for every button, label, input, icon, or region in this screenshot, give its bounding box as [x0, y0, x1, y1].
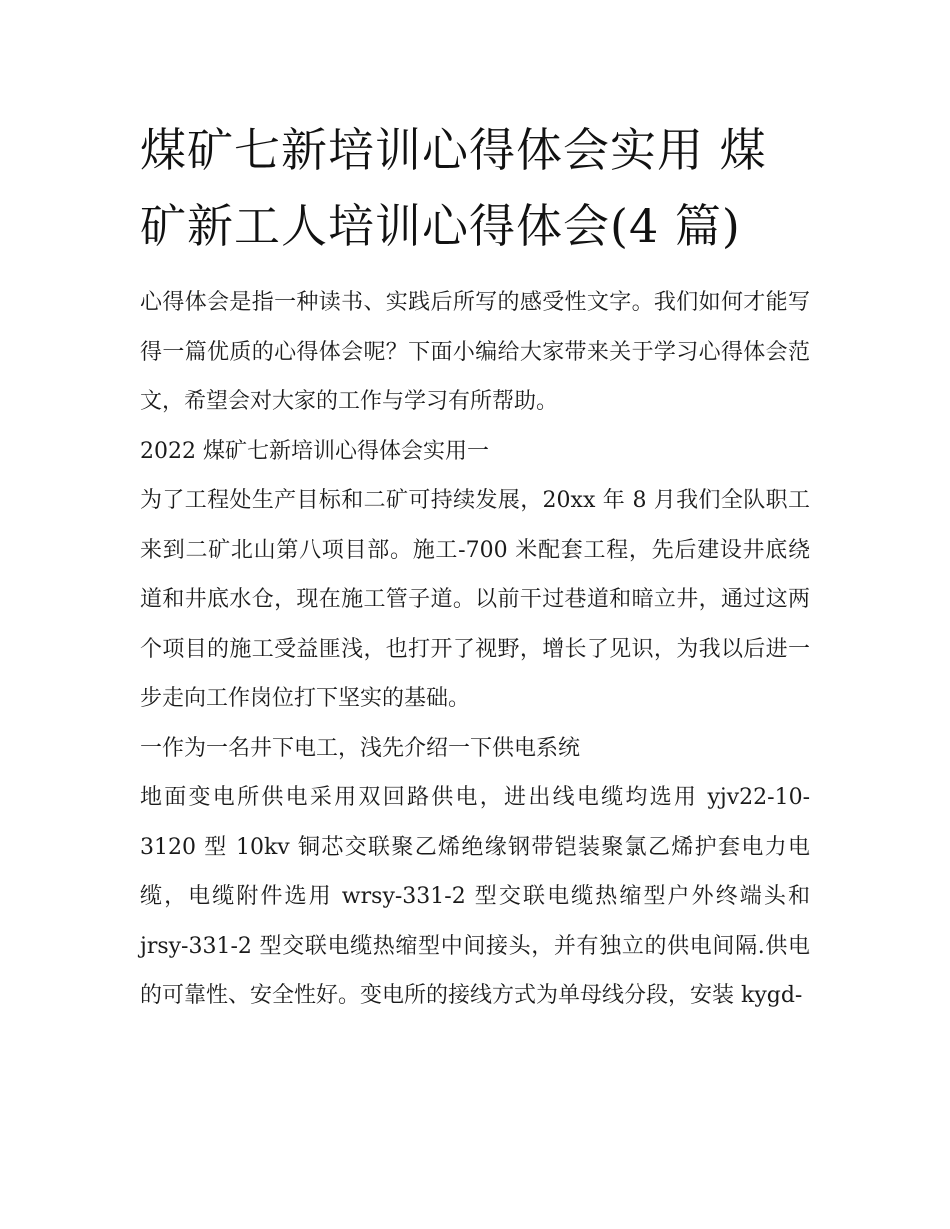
body-paragraph: 为了工程处生产目标和二矿可持续发展，20xx 年 8 月我们全队职工来到二矿北山第八项目部。施工-700 米配套工程，先后建设井底绕道和井底水仓，现在施工管子道。以前干过巷道和暗立井，通过这两个项目的施工受益匪浅，也打开了视野，增长了见识，为我以后进一步走向工作岗位打下坚实的基础。	[140, 488, 810, 711]
intro-paragraph: 心得体会是指一种读书、实践后所写的感受性文字。我们如何才能写得一篇优质的心得体会呢？下面小编给大家带来关于学习心得体会范文，希望会对大家的工作与学习有所帮助。	[140, 290, 810, 414]
document-body	[140, 278, 810, 1021]
subsection-heading: 一作为一名井下电工，浅先介绍一下供电系统	[140, 735, 581, 761]
document-title: 煤矿七新培训心得体会实用 煤矿新工人培训心得体会(4 篇)	[140, 123, 767, 253]
body-paragraph: 地面变电所供电采用双回路供电，进出线电缆均选用 yjv22-10-3120 型 10kv 铜芯交联聚乙烯绝缘钢带铠装聚氯乙烯护套电力电缆，电缆附件选用 wrsy-331-2 型交联电缆热缩型户外终端头和 jrsy-331-2 型交联电缆热缩型中间接头，并有独立的供电间隔.供电的可靠性、安全性好。变电所的接线方式为单母线分段，安装 kygd-	[140, 785, 810, 1008]
section-heading: 2022 煤矿七新培训心得体会实用一	[140, 438, 489, 464]
